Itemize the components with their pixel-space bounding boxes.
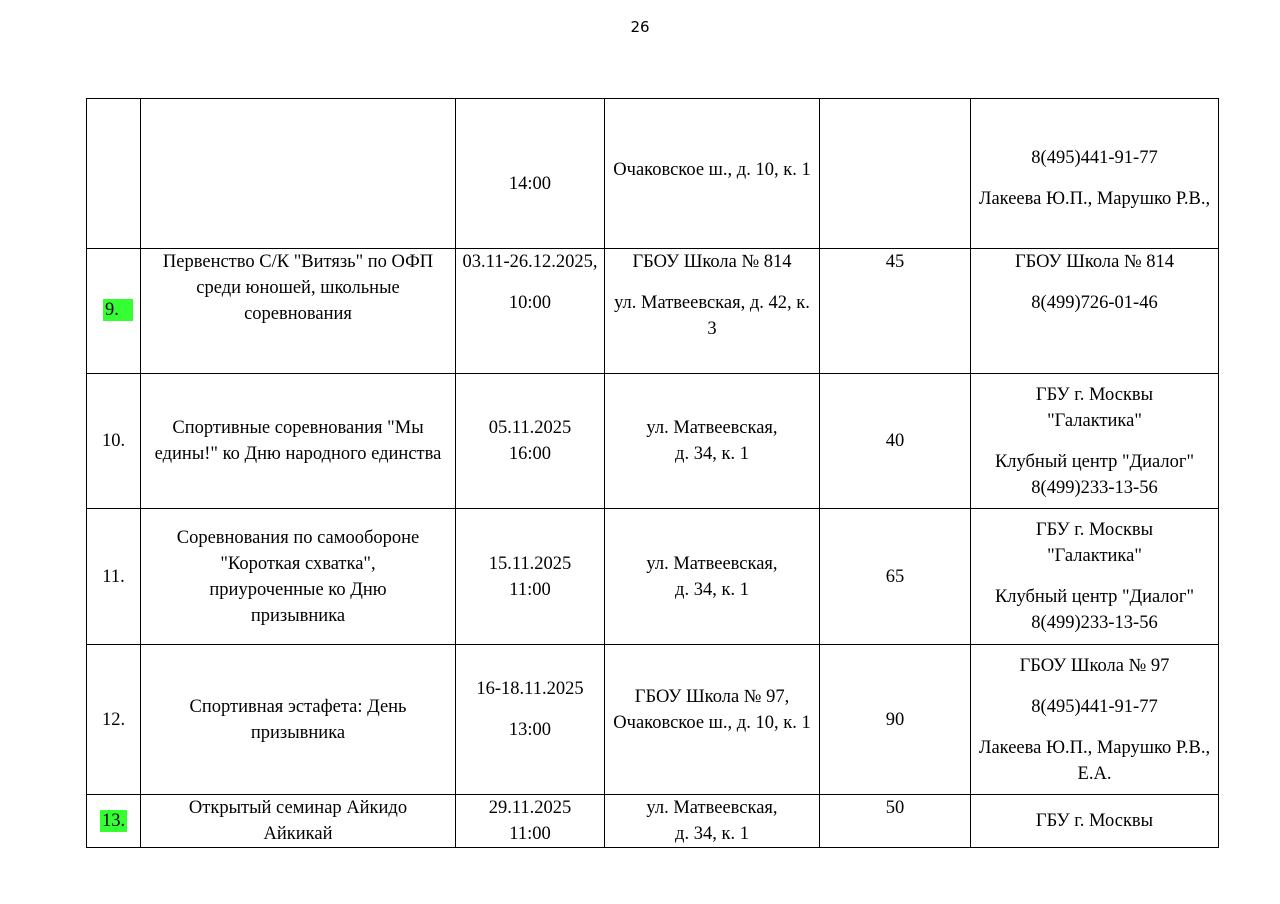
- date-line: 14:00: [508, 173, 552, 194]
- date-cell: [456, 249, 605, 374]
- date-cell: [456, 509, 605, 645]
- contact-line: Клубный центр "Диалог" 8(499)233-13-56: [994, 587, 1195, 633]
- date-cell: [456, 374, 605, 509]
- page-number: 26: [630, 18, 650, 36]
- venue-line: Очаковское ш., д. 10, к. 1: [613, 159, 811, 180]
- num-cell: [87, 509, 141, 645]
- contacts-cell: [971, 645, 1219, 795]
- contact-line: Клубный центр "Диалог" 8(499)233-13-56: [994, 451, 1195, 498]
- contact-line: ГБОУ Школа № 97: [1019, 655, 1170, 676]
- table-row: [87, 249, 1219, 374]
- contact-line: Лакеева Ю.П., Марушко Р.В., Е.А.: [978, 737, 1211, 784]
- num-cell: [87, 374, 141, 509]
- venue-line: ул. Матвеевская, д. 34, к. 1: [646, 418, 778, 464]
- participant-count: 45: [885, 252, 905, 272]
- num-cell: [87, 645, 141, 795]
- date-line: 10:00: [508, 293, 552, 313]
- venue-line: ул. Матвеевская, д. 34, к. 1: [646, 553, 778, 600]
- events-table: [86, 98, 1219, 848]
- count-cell: [820, 509, 971, 645]
- venue-cell: [605, 795, 820, 848]
- venue-line: ул. Матвеевская, д. 42, к. 3: [614, 293, 810, 339]
- contacts-cell: [971, 99, 1219, 249]
- date-line: 05.11.2025 16:00: [488, 418, 572, 464]
- event-name: Спортивные соревнования "Мы едины!" ко Дню народного единства: [154, 418, 442, 464]
- table-row: [87, 795, 1219, 848]
- event-name: Соревнования по самообороне "Короткая схватка", приуроченные ко Дню призывника: [176, 527, 420, 626]
- table-row-continued: [87, 99, 1219, 249]
- date-line: 03.11-26.12.2025,: [462, 252, 598, 272]
- row-number: 11.: [102, 566, 125, 587]
- date-cell: [456, 795, 605, 848]
- event-cell: [141, 374, 456, 509]
- table-row: [87, 509, 1219, 645]
- count-cell: [820, 645, 971, 795]
- venue-cell: [605, 249, 820, 374]
- count-cell: [820, 99, 971, 249]
- event-cell: [141, 99, 456, 249]
- participant-count: 40: [885, 431, 905, 451]
- contacts-cell: [971, 509, 1219, 645]
- contact-line: ГБУ г. Москвы "Галактика": [1035, 520, 1154, 566]
- row-number: 9.: [103, 299, 133, 321]
- venue-cell: [605, 374, 820, 509]
- participant-count: 65: [885, 566, 905, 587]
- count-cell: [820, 249, 971, 374]
- event-cell: [141, 249, 456, 374]
- venue-cell: [605, 509, 820, 645]
- contact-line: ГБУ г. Москвы "Галактика": [1035, 384, 1154, 431]
- num-cell: [87, 99, 141, 249]
- date-line: 13:00: [508, 720, 552, 740]
- count-cell: [820, 374, 971, 509]
- contact-line: 8(495)441-91-77: [1031, 148, 1158, 168]
- venue-line: ГБОУ Школа № 814: [632, 252, 792, 272]
- contacts-cell: [971, 374, 1219, 509]
- contact-line: Лакеева Ю.П., Марушко Р.В.,: [978, 189, 1211, 209]
- date-line: 29.11.2025 11:00: [488, 798, 572, 844]
- venue-cell: [605, 645, 820, 795]
- count-cell: [820, 795, 971, 848]
- row-number: 13.: [101, 811, 126, 831]
- num-cell: [87, 795, 141, 848]
- contacts-cell: [971, 249, 1219, 374]
- event-name: Спортивная эстафета: День призывника: [189, 696, 407, 743]
- table-row: [87, 645, 1219, 795]
- date-cell: [456, 99, 605, 249]
- venue-cell: [605, 99, 820, 249]
- row-number: 10.: [101, 431, 126, 451]
- date-line: 16-18.11.2025: [476, 679, 584, 699]
- row-number: 12.: [101, 709, 126, 730]
- venue-line: ГБОУ Школа № 97, Очаковское ш., д. 10, к. 1: [613, 686, 811, 733]
- event-cell: [141, 509, 456, 645]
- num-cell: [87, 249, 141, 374]
- table-row: [87, 374, 1219, 509]
- participant-count: 90: [885, 709, 905, 730]
- participant-count: 50: [885, 798, 905, 818]
- event-name: Открытый семинар Айкидо Айкикай: [188, 798, 408, 844]
- contacts-cell: [971, 795, 1219, 848]
- date-line: 15.11.2025 11:00: [488, 553, 572, 600]
- contact-line: ГБОУ Школа № 814: [1014, 252, 1175, 272]
- venue-line: ул. Матвеевская, д. 34, к. 1: [646, 798, 778, 844]
- event-cell: [141, 795, 456, 848]
- contact-line: ГБУ г. Москвы: [1035, 811, 1154, 831]
- contact-line: 8(499)726-01-46: [1031, 293, 1158, 313]
- contact-line: 8(495)441-91-77: [1031, 696, 1158, 717]
- event-cell: [141, 645, 456, 795]
- event-name: Первенство С/К "Витязь" по ОФП среди юношей, школьные соревнования: [162, 252, 434, 324]
- date-cell: [456, 645, 605, 795]
